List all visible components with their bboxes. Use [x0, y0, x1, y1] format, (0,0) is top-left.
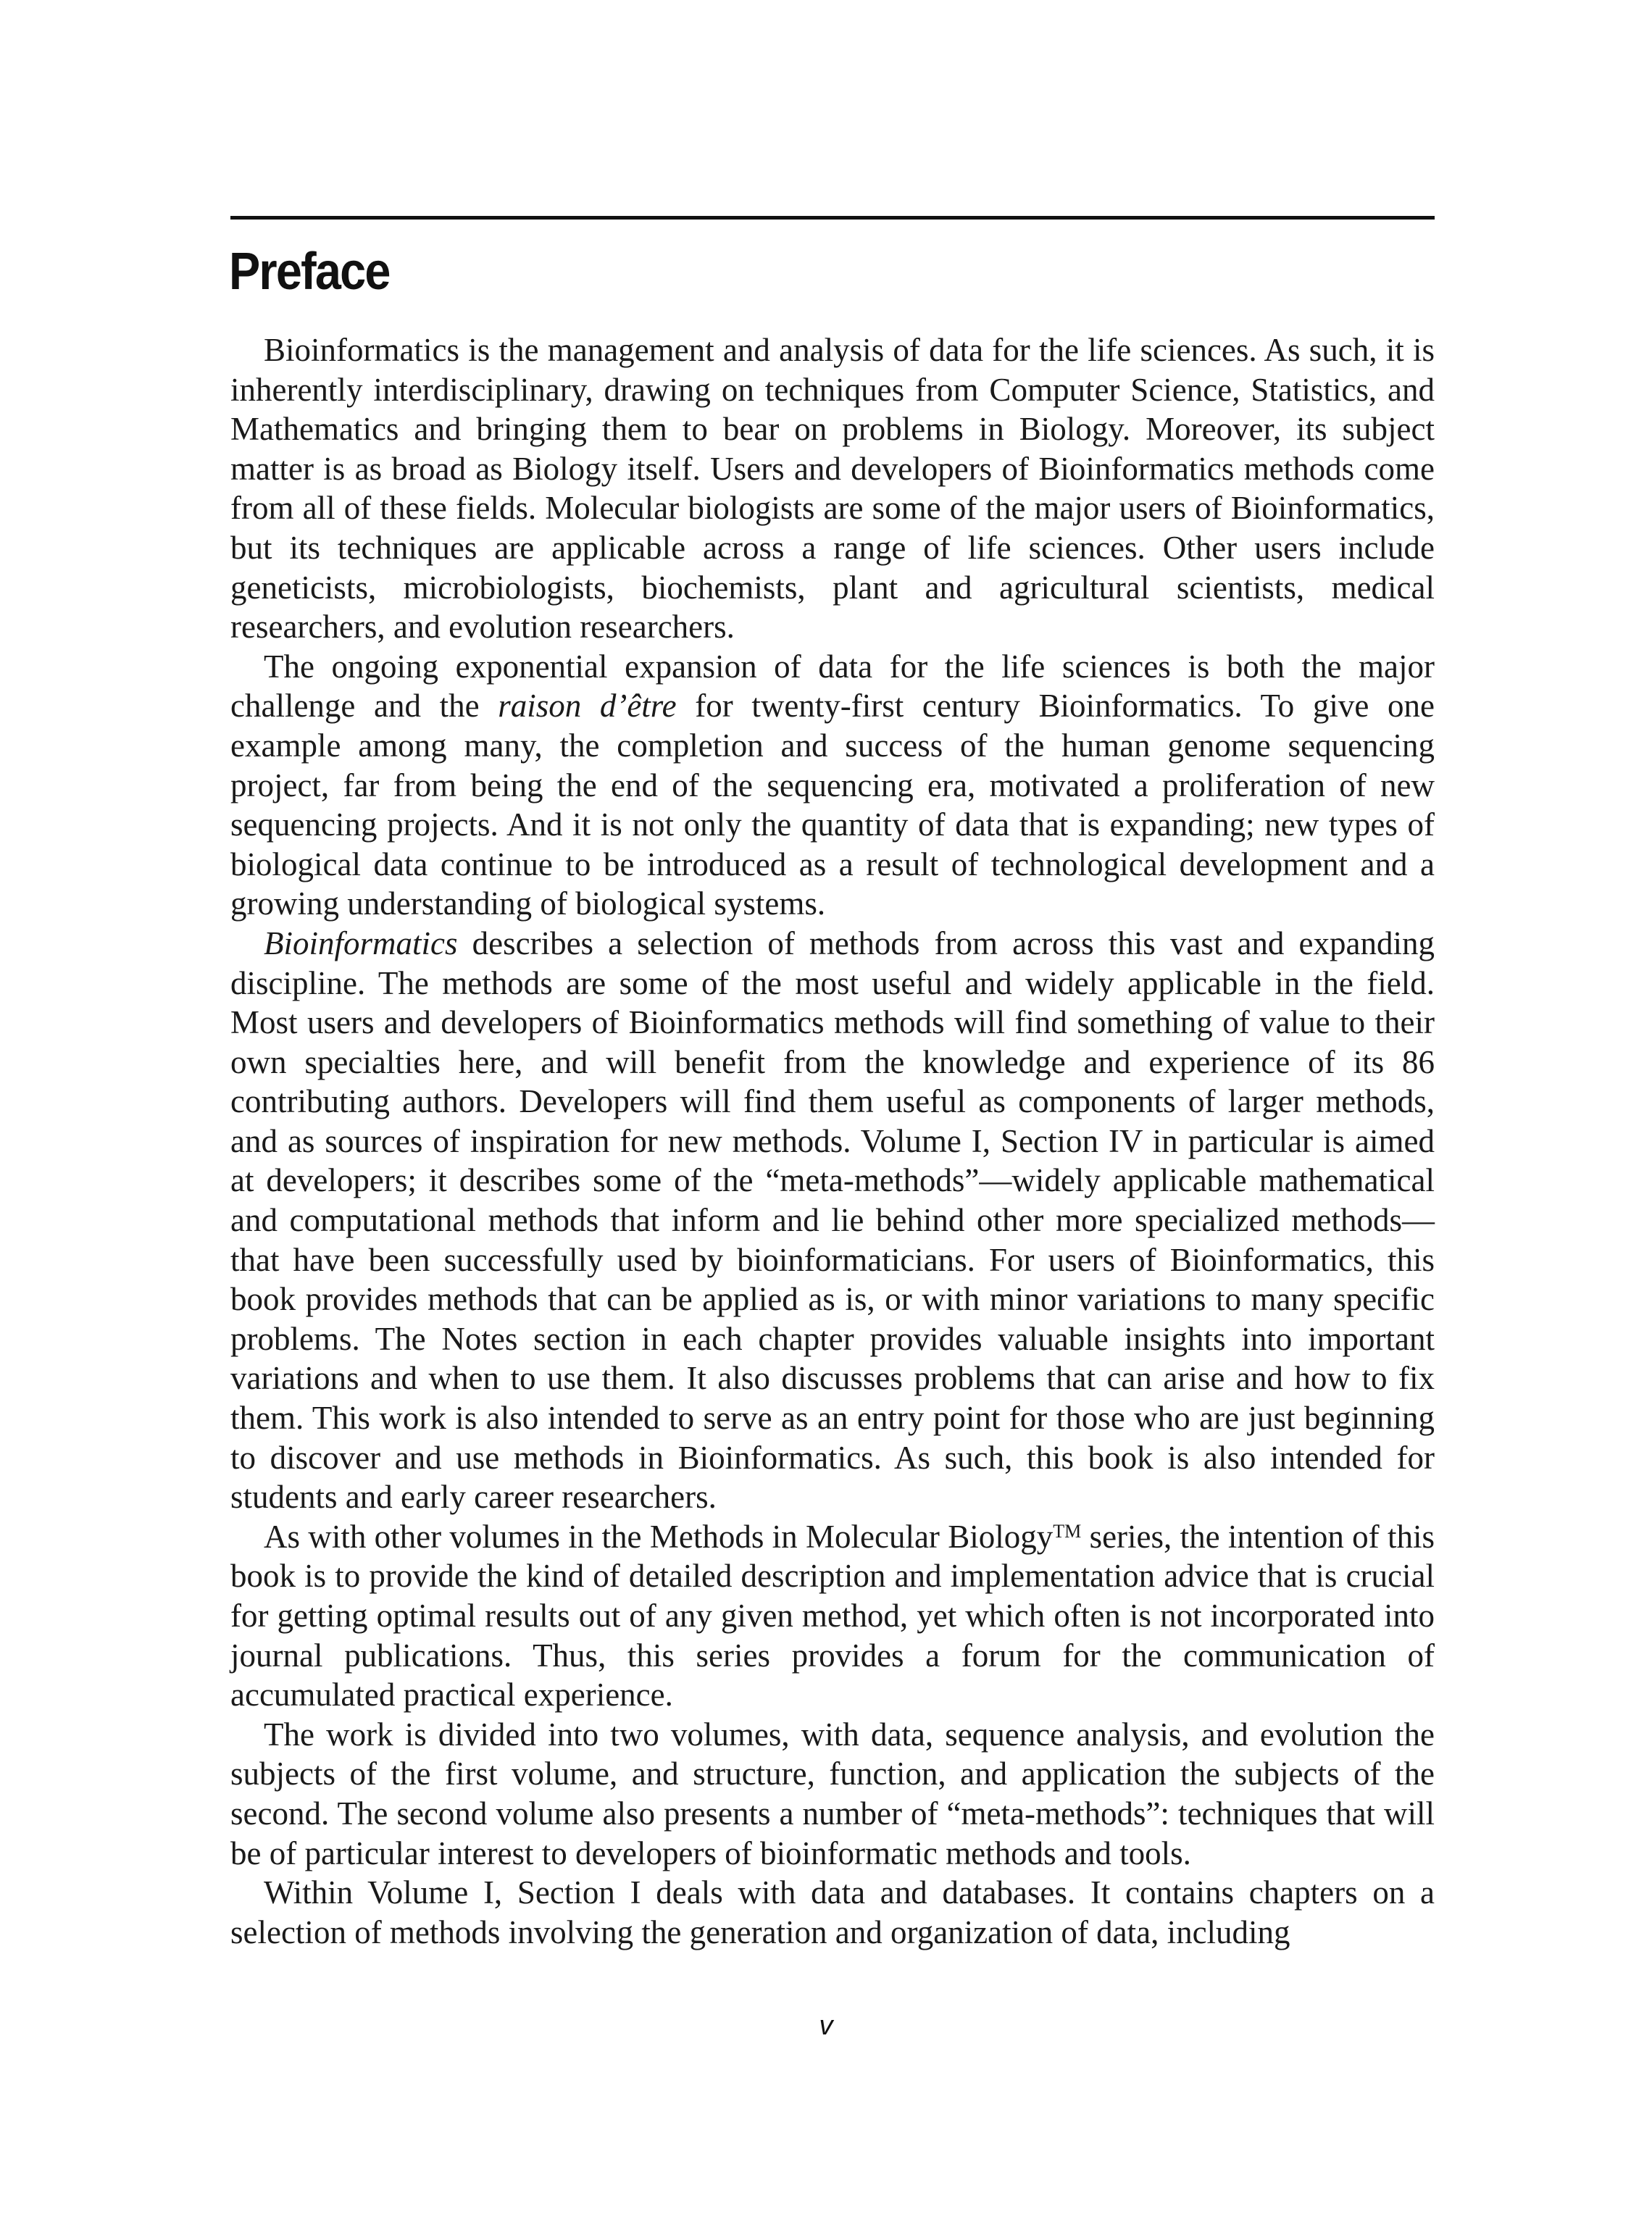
page-title: Preface	[229, 243, 390, 301]
paragraph-2-italic: raison d’être	[498, 688, 677, 725]
paragraph-1: Bioinformatics is the management and analysis of data for the life sciences. As such, it is inherently interdisciplinary, drawing on techniques from Computer Science, Statistics, and Mathematics and bringing them to bear on problems in Biology. Moreover, its subject matter is as broad as Biology itself. Users and developers of Bioinformatics methods come from all of these fields. Molecular biologists are some of the major users of Bioinformatics, but its techniques are applicable across a range of life sciences. Other users include geneticists, microbiologists, biochemists, plant and agricultural scientists, medical researchers, and evolution researchers.	[230, 332, 1435, 646]
paragraph-4-text-a: As with other volumes in the Methods in Molecular Biology	[264, 1518, 1054, 1555]
trademark-symbol: TM	[1053, 1520, 1082, 1542]
paragraph-3-text: describes a selection of methods from across this vast and expanding discipline. The methods are some of the most useful and widely applicable in the field. Most users and developers of Bioinformatics methods will find something of value to their own specialties here, and will benefit from the knowledge and experience of its 86 contributing authors. Developers will find them useful as components of larger methods, and as sources of inspiration for new methods. Volume I, Section IV in particular is aimed at developers; it describes some of the “meta-methods”—widely applicable mathematical and computational methods that inform and lie behind other more specialized methods—that have been successfully used by bioinformaticians. For users of Bioinformatics, this book provides methods that can be applied as is, or with minor variations to many specific problems. The Notes section in each chapter provides valuable insights into important variations and when to use them. It also discusses problems that can arise and how to fix them. This work is also intended to serve as an entry point for those who are just beginning to discover and use methods in Bioinformatics. As such, this book is also intended for students and early career researchers.	[230, 924, 1435, 1516]
paragraph-2-text-a: The ongoing exponential expansion of data for the life sciences is both the major challenge and the	[230, 648, 1435, 725]
paragraph-3-italic: Bioinformatics	[264, 924, 458, 961]
paragraph-3	[230, 924, 1435, 1517]
paragraph-4-text-b: series, the intention of this book is to provide the kind of detailed description and implementation advice that is crucial for getting optimal results out of any given method, yet which often is not incorporated into journal publications. Thus, this series provides a forum for the communication of accumulated practical experience.	[230, 1518, 1435, 1713]
paragraph-2	[230, 647, 1435, 924]
page-number: v	[819, 2011, 833, 2041]
paragraph-2-text-b: for twenty-first century Bioinformatics. To give one example among many, the completion and success of the human genome sequencing project, far from being the end of the sequencing era, motivated a proliferation of new sequencing projects. And it is not only the quantity of data that is expanding; new types of biological data continue to be introduced as a result of technological development and a growing understanding of biological systems.	[230, 688, 1435, 922]
paragraph-5: The work is divided into two volumes, with data, sequence analysis, and evolution the subjects of the first volume, and structure, function, and application the subjects of the second. The second volume also presents a number of “meta-methods”: techniques that will be of particular interest to developers of bioinformatic methods and tools.	[230, 1716, 1435, 1871]
preface-body	[230, 330, 1435, 1952]
header-rule	[230, 216, 1435, 220]
paragraph-6: Within Volume I, Section I deals with data and databases. It contains chapters on a selection of methods involving the generation and organization of data, including	[230, 1874, 1435, 1950]
paragraph-4	[230, 1517, 1435, 1715]
